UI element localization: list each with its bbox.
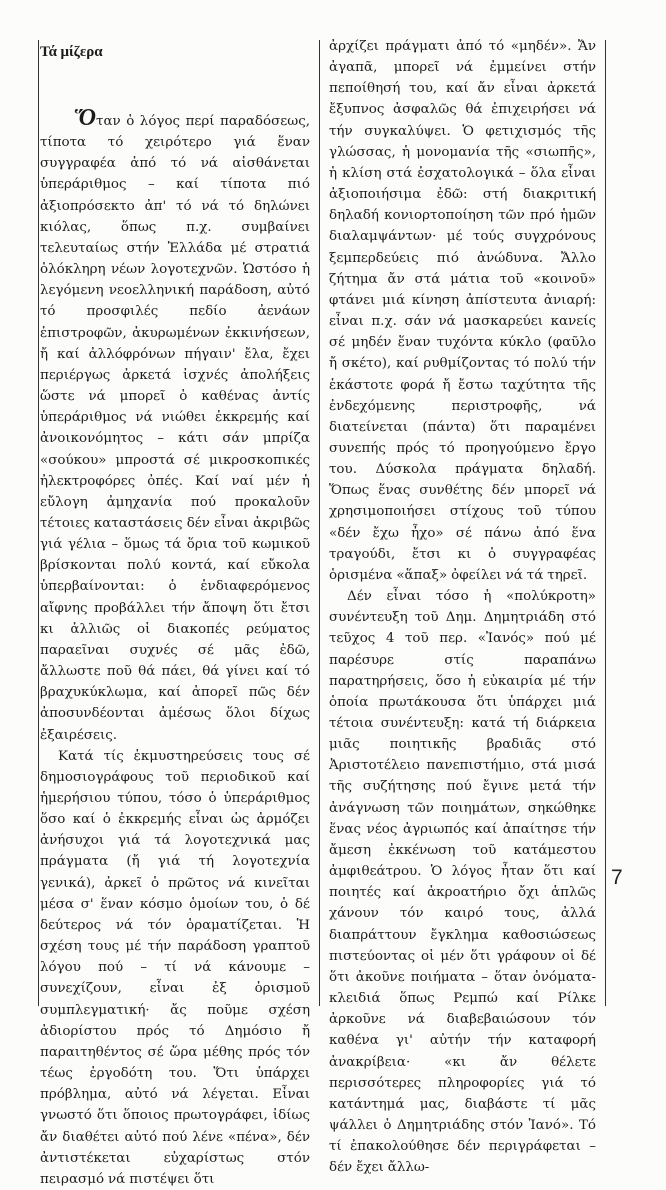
drop-cap: Ὅ <box>74 105 97 131</box>
right-margin-rule <box>605 40 606 1006</box>
paragraph-text: ταν ὁ λόγος περί παραδόσεως, τίποτα τό χειρότερο γιά ἕναν συγγραφέα ἀπό τό νά αἰσθάνεται ὑπεράριθμος – καί τίποτα πιό ἀξιοπρόσεκτο ἀπ' τό νά τό δηλώνει κιόλας, ὅπως π.χ. συμβαίνει τελευταίως στήν Ἑλλάδα μέ στρατιά ὁλόκληρη νέων λογοτεχνῶν. Ὡστόσο ἡ λεγόμενη νεοελληνική παράδοση, αὐτό τό προσφιλές πεδίο ἀενάων ἐπιστροφῶν, ἀκυρωμένων ἐκκινήσεων, ἤ καί ἀλλόφρόνων πήγαιν' ἔλα, ἔχει περιέργως ἀρκετά ἰσχνές ἀπολήξεις ὥστε νά μπορεῖ ὁ καθένας ἀντίς ὑπεράριθμος νά νιώθει ἐκκρεμής καί ἀνοικονόμητος – κάτι σάν μπρίζα «σούκου» μπροστά σέ μικροσκοπικές ἠλεκτροφόρες ὀπές. Καί ναί μέν ἡ εὔλογη ἀμηχανία πού προκαλοῦν τέτοιες καταστάσεις δέν εἶναι ἀκριβῶς γιά γέλια – ὅμως τά ὅρια τοῦ κωμικοῦ βρίσκονται πολύ κοντά, καί εὔκολα ὑπερβαίνονται: ὁ ἐνδιαφερόμενος αἴφνης προβάλλει τήν ἄποψη ὅτι ἔτσι κι ἀλλιῶς οἱ διακοπές ρεύματος παραεῖναι συχνές σέ μᾶς ἐδῶ, ἄλλωστε ποῦ θά πάει, θά γίνει καί τό βραχυκύκλωμα, καί ἀπορεῖ πῶς δέν ἀποσυνδέονται ἀμέσως ὅλοι δίχως ἐξαιρέσεις. <box>40 114 310 743</box>
right-column <box>329 36 596 1178</box>
paragraph: Κατά τίς ἐκμυστηρεύσεις τους σέ δημοσιογράφους τοῦ περιοδικοῦ καί ἡμερήσιου τύπου, τόσο ὁ ὑπεράριθμος ὅσο καί ὁ ἐκκρεμής εἶναι ὡς ἁρμόζει ἀνήσυχοι γιά τά λογοτεχνικά μας πράγματα (ἤ γιά τή λογοτεχνία γενικά), ἀρκεῖ ὁ πρῶτος νά κινεῖται μέσα σ' ἕναν κόσμο ὁμοίων του, ὁ δέ δεύτερος νά τόν ὁραματίζεται. Ἡ σχέση τους μέ τήν παράδοση γραπτοῦ λόγου πού – τί νά κάνουμε – συνεχίζουν, εἶναι ἐξ ὁρισμοῦ συμπλεγματική· ἄς ποῦμε σχέση ἀδιορίστου πρός τό Δημόσιο ἤ παραιτηθέντος σέ ὥρα μέθης πρός τόν τέως ἐργοδότη του. Ὅτι ὑπάρχει πρόβλημα, αὐτό νά λέγεται. Εἶναι γνωστό ὅτι ὅποιος πρωτογράφει, ἰδίως ἄν διαθέτει αὐτό πού λένε «πένα», δέν ἀντιστέκεται εὐχαρίστως στόν πειρασμό νά πιστέψει ὅτι <box>40 748 310 1187</box>
page-number: 7 <box>611 866 623 889</box>
left-column-rule <box>38 40 39 1006</box>
paragraph: ἀρχίζει πράγματι ἀπό τό «μηδέν». Ἄν ἀγαπᾶ, μπορεῖ νά ἐμμείνει στήν πεποίθησή του, καί ἄν εἶναι ἀρκετά ἔξυπνος ἀσφαλῶς θά ἐπιχειρήσει νά τήν συγκαλύψει. Ὁ φετιχισμός τῆς γλώσσας, ἡ μονομανία τῆς «σιωπῆς», ἡ κλίση στά ἐσχατολογικά – ὅλα εἶναι ἀξιοποιήσιμα ἐδῶ: στή διακριτική δηλαδή κονιορτοποίηση τῶν πρό ἡμῶν διαλαμψάντων· μέ τούς συγχρόνους ξεμπερδεύεις πιό ἀνώδυνα. Ἄλλο ζήτημα ἄν στά μάτια τοῦ «κοινοῦ» φτάνει μιά κίνηση ἀπίστευτα ἀνιαρή: εἶναι π.χ. σάν νά μασκαρεύει κανείς σέ μηδέν ἕναν τυχόντα κύκλο (φαῦλο ἤ σκέτο), καί ρυθμίζοντας τό πολύ τήν ἑκάστοτε φορά ἤ ἔστω ταχύτητα τῆς ἐνδεχόμενης περιστροφῆς, νά διατείνεται (πάντα) ὅτι παραμένει συνεπής πρός τό προηγούμενο ἔργο του. Δύσκολα πράγματα δηλαδή. Ὅπως ἕνας συνθέτης δέν μπορεῖ νά χρησιμοποιήσει στίχους τοῦ τύπου «δέν ἔχω ἦχο» σέ πάνω ἀπό ἕνα τραγούδι, ἔτσι κι ὁ συγγραφέας ὁρισμένα «ἅπαξ» ὀφείλει νά τά τηρεῖ. <box>329 39 596 583</box>
paragraph <box>40 105 310 746</box>
left-column <box>40 36 310 1190</box>
section-title: Τά μίζερα <box>40 44 103 60</box>
paragraph: Δέν εἶναι τόσο ἡ «πολύκροτη» συνέντευξη τοῦ Δημ. Δημητριάδη στό τεῦχος 4 τοῦ περ. «Ἰανός» πού μέ παρέσυρε στίς παραπάνω παρατηρήσεις, ὅσο ἡ εὐκαιρία μέ τήν ὁποία πρωτάκουσα ὅτι ὑπάρχει μιά τέτοια συνέντευξη: κατά τή διάρκεια μιᾶς ποιητικῆς βραδιᾶς στό Ἀριστοτέλειο πανεπιστήμιο, στά μισά τῆς συζήτησης πού ἔγινε μετά τήν ἀνάγνωση τῶν ποιημάτων, σηκώθηκε ἕνας νέος ἀγριωπός καί ἀπαίτησε τήν ἄμεση ἐκκένωση τοῦ κατάμεστου ἀμφιθεάτρου. Ὁ λόγος ἦταν ὅτι καί ποιητές καί ἀκροατήριο ὄχι ἁπλῶς χάνουν τόν καιρό τους, ἀλλά διαπράττουν ἔγκλημα καθοσιώσεως πιστεύοντας οἱ μέν ὅτι γράφουν οἱ δέ ὅτι ἀκοῦνε ποιήματα – ὅταν ὀνόματα-κλειδιά ὅπως Ρεμπώ καί Ρίλκε ἀρκοῦνε νά διαβεβαιώσουν τόν καθένα γι' αὐτήν τήν καταφορή ἀνακρίβεια· «κι ἄν θέλετε περισσότερες πληροφορίες γιά τό κατάντημά μας, διαβάστε τί μᾶς ψάλλει ὁ Δημητριάδης στόν Ἰανό». Τό τί ἐπακολούθησε δέν περιγράφεται – δέν ἔχει ἄλλω- <box>329 589 596 1176</box>
center-column-rule <box>319 40 320 1006</box>
